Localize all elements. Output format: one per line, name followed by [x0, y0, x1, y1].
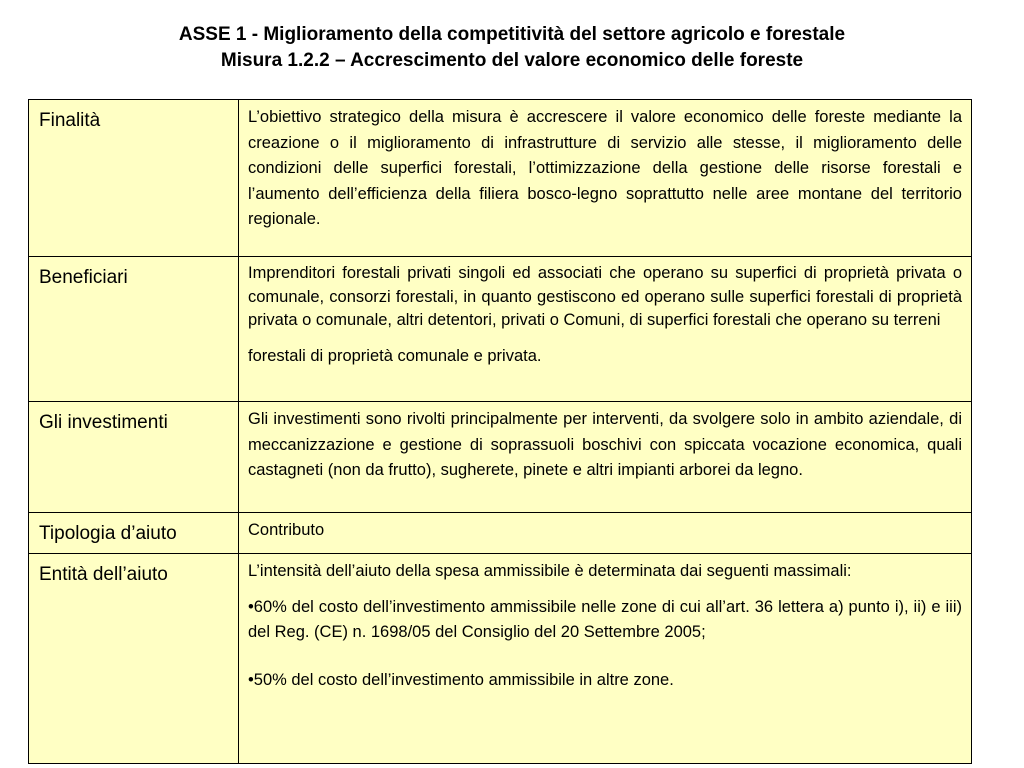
- table-row-finalita: [29, 100, 972, 257]
- tipologia-text: Contributo: [248, 521, 325, 539]
- row-label-tipologia: Tipologia d’aiuto: [29, 513, 239, 554]
- row-content-finalita: [239, 100, 972, 257]
- row-content-investimenti: [239, 402, 972, 513]
- beneficiari-text-continued: forestali di proprietà comunale e privata.: [248, 346, 542, 365]
- row-label-beneficiari: Beneficiari: [29, 257, 239, 402]
- row-label-finalita: Finalità: [29, 100, 239, 257]
- row-content-entita: [239, 554, 972, 764]
- measure-table: [28, 99, 972, 764]
- row-label-entita: Entità dell’aiuto: [29, 554, 239, 764]
- beneficiari-text: Imprenditori forestali privati singoli ed associati che operano su superfici di proprietà privata o comunale, consorzi forestali, in quanto gestiscono ed operano sulle superfici forestali di proprietà privata o comunale, altri detentori, privati o Comuni, di superfici forestali che operano su terreni: [248, 264, 962, 329]
- entita-bullet-50: •50% del costo dell’investimento ammissibile in altre zone.: [248, 670, 674, 689]
- finalita-text: L’obiettivo strategico della misura è accrescere il valore economico delle foreste mediante la creazione o il miglioramento di infrastrutture di servizio alle stesse, il miglioramento delle condizioni delle superfici forestali, l’ottimizzazione della gestione delle risorse forestali e l’aumento dell’efficienza della filiera bosco-legno soprattutto nelle aree montane del territorio regionale.: [248, 108, 962, 229]
- entita-text: L’intensità dell’aiuto della spesa ammissibile è determinata dai seguenti massimali:: [248, 562, 852, 580]
- table-row-beneficiari: [29, 257, 972, 402]
- entita-bullet-60: •60% del costo dell’investimento ammissibile nelle zone di cui all’art. 36 lettera a) punto i), ii) e iii) del Reg. (CE) n. 1698/05 del Consiglio del 20 Settembre 2005;: [248, 597, 962, 642]
- table-row-tipologia: [29, 513, 972, 554]
- title-line-asse: ASSE 1 - Miglioramento della competitività del settore agricolo e forestale: [178, 24, 846, 45]
- row-content-tipologia: [239, 513, 972, 554]
- table-row-investimenti: [29, 402, 972, 513]
- table-row-entita: [29, 554, 972, 764]
- document-title: [0, 22, 1024, 74]
- investimenti-text: Gli investimenti sono rivolti principalmente per interventi, da svolgere solo in ambito aziendale, di meccanizzazione e gestione di soprassuoli boschivi con spiccata vocazione economica, quali castagneti (non da frutto), sugherete, pinete e altri impianti arborei da legno.: [248, 410, 962, 480]
- row-label-investimenti: Gli investimenti: [29, 402, 239, 513]
- row-content-beneficiari: [239, 257, 972, 402]
- title-line-misura: Misura 1.2.2 – Accrescimento del valore economico delle foreste: [220, 50, 804, 71]
